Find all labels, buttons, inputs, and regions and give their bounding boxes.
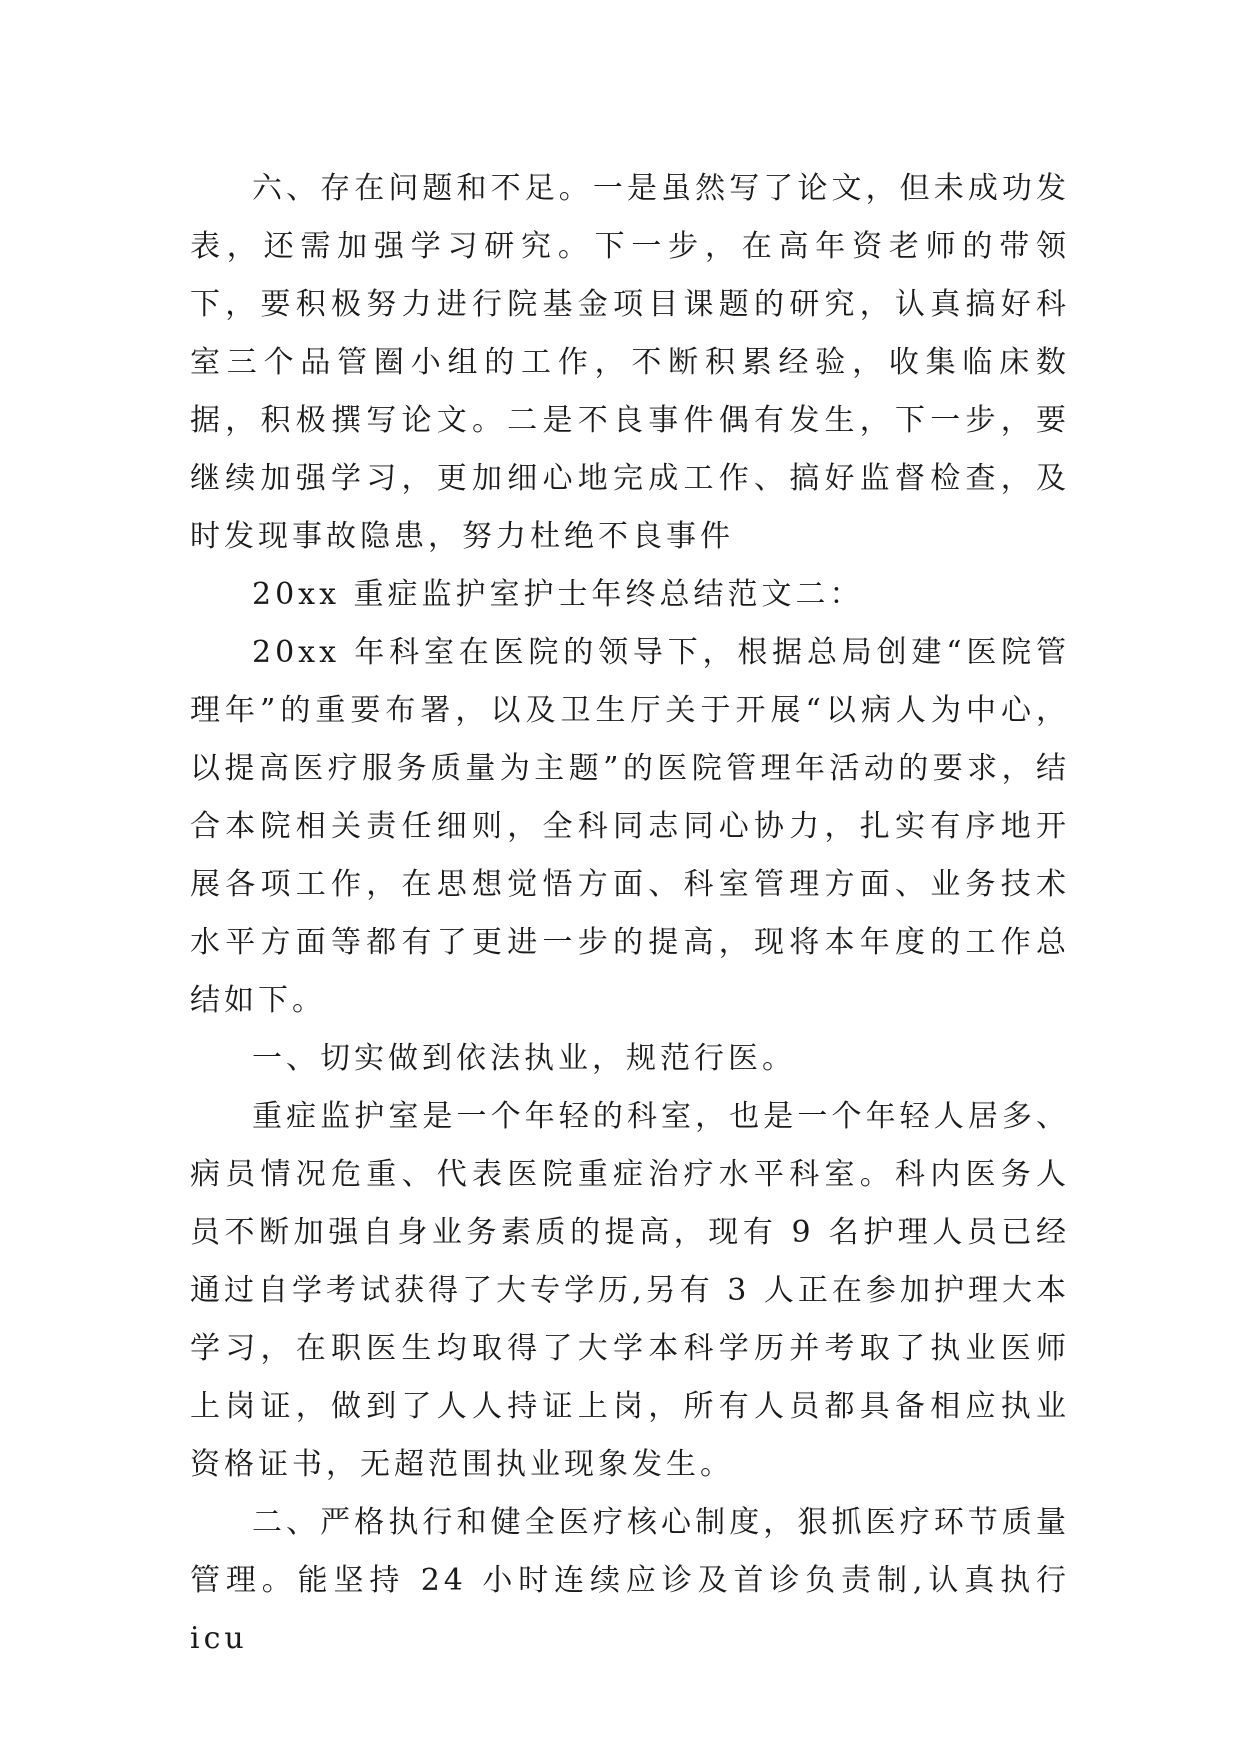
paragraph-staff: 重症监护室是一个年轻的科室，也是一个年轻人居多、病员情况危重、代表医院重症治疗水平科室。科内医务人员不断加强自身业务素质的提高，现有 9 名护理人员已经通过自学考试获得了大专学历,另有 3 人正在参加护理大本学习，在职医生均取得了大学本科学历并考取了执业医师上岗证，做到了人人持证上岗，所有人员都具备相应执业资格证书，无超范围执业现象发生。 [190, 1099, 1070, 1482]
document-body [190, 160, 1070, 1668]
section-heading-one: 一、切实做到依法执业，规范行医。 [252, 1041, 796, 1076]
paragraph-problems: 六、存在问题和不足。一是虽然写了论文，但未成功发表，还需加强学习研究。下一步，在高年资老师的带领下，要积极努力进行院基金项目课题的研究，认真搞好科室三个品管圈小组的工作，不断积累经验，收集临床数据，积极撰写论文。二是不良事件偶有发生，下一步，要继续加强学习，更加细心地完成工作、搞好监督检查，及时发现事故隐患，努力杜绝不良事件 [190, 171, 1070, 554]
section-heading-two: 二、严格执行和健全医疗核心制度，狠抓医疗环节质量管理。能坚持 24 小时连续应诊及首诊负责制,认真执行 icu [190, 1505, 1070, 1656]
section-heading-sample-two: 20xx 重症监护室护士年终总结范文二： [252, 577, 864, 612]
paragraph-intro: 20xx 年科室在医院的领导下，根据总局创建“医院管理年”的重要布署，以及卫生厅关于开展“以病人为中心，以提高医疗服务质量为主题”的医院管理年活动的要求，结合本院相关责任细则，全科同志同心协力，扎实有序地开展各项工作，在思想觉悟方面、科室管理方面、业务技术水平方面等都有了更进一步的提高，现将本年度的工作总结如下。 [190, 635, 1070, 1018]
